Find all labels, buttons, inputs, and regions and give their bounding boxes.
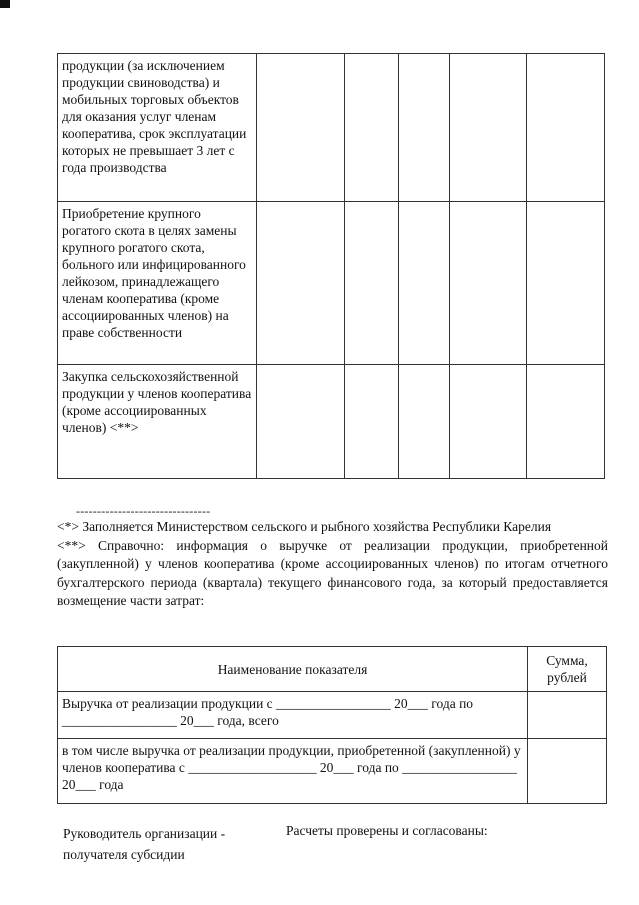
table-header-row bbox=[58, 647, 607, 692]
table-row bbox=[58, 54, 605, 202]
table-row bbox=[58, 739, 607, 804]
signature-head: Руководитель организации - получателя субсидии bbox=[63, 826, 226, 862]
empty-cell bbox=[399, 365, 450, 479]
header-sum: Сумма, рублей bbox=[528, 647, 607, 692]
empty-cell bbox=[450, 54, 527, 202]
table-row bbox=[58, 202, 605, 365]
table-row bbox=[58, 692, 607, 739]
empty-cell bbox=[399, 54, 450, 202]
header-indicator: Наименование показателя bbox=[58, 647, 528, 692]
revenue-total-value bbox=[528, 692, 607, 739]
empty-cell bbox=[345, 365, 399, 479]
table-row bbox=[58, 365, 605, 479]
signature-checked: Расчеты проверены и согласованы: bbox=[286, 823, 488, 838]
revenue-table bbox=[57, 646, 607, 804]
revenue-members-label: в том числе выручка от реализации продукции, приобретенной (закупленной) у членов кооператива с ___________________ 20___ года по _________________ 20___ года bbox=[58, 739, 528, 804]
empty-cell bbox=[257, 365, 345, 479]
footnotes bbox=[57, 518, 608, 611]
revenue-members-value bbox=[528, 739, 607, 804]
row-description: продукции (за исключением продукции свиноводства) и мобильных торговых объектов для оказания услуг членам кооператива, срок эксплуатации которых не превышает 3 лет с года производства bbox=[58, 54, 257, 202]
empty-cell bbox=[257, 202, 345, 365]
empty-cell bbox=[399, 202, 450, 365]
empty-cell bbox=[527, 54, 605, 202]
revenue-total-label: Выручка от реализации продукции с _________________ 20___ года по _________________ 20___ года, всего bbox=[58, 692, 528, 739]
row-description: Закупка сельскохозяйственной продукции у членов кооператива (кроме ассоциированных членов) <**> bbox=[58, 365, 257, 479]
empty-cell bbox=[345, 202, 399, 365]
footnote-separator: -------------------------------- bbox=[76, 504, 211, 518]
footnote-2: <**> Справочно: информация о выручке от реализации продукции, приобретенной (закупленной) у членов кооператива (кроме ассоциированных членов) по итогам отчетного бухгалтерского периода (квартала) текущего финансового года, за который предоставляется возмещение части затрат: bbox=[57, 537, 608, 608]
footnote-1: <*> Заполняется Министерством сельского и рыбного хозяйства Республики Карелия bbox=[57, 519, 552, 534]
empty-cell bbox=[527, 365, 605, 479]
costs-table bbox=[57, 53, 605, 479]
empty-cell bbox=[527, 202, 605, 365]
empty-cell bbox=[450, 365, 527, 479]
empty-cell bbox=[450, 202, 527, 365]
scan-corner-mark bbox=[0, 0, 10, 8]
empty-cell bbox=[345, 54, 399, 202]
row-description: Приобретение крупного рогатого скота в целях замены крупного рогатого скота, больного или инфицированного лейкозом, принадлежащего членам кооператива (кроме ассоциированных членов) на праве собственности bbox=[58, 202, 257, 365]
empty-cell bbox=[257, 54, 345, 202]
